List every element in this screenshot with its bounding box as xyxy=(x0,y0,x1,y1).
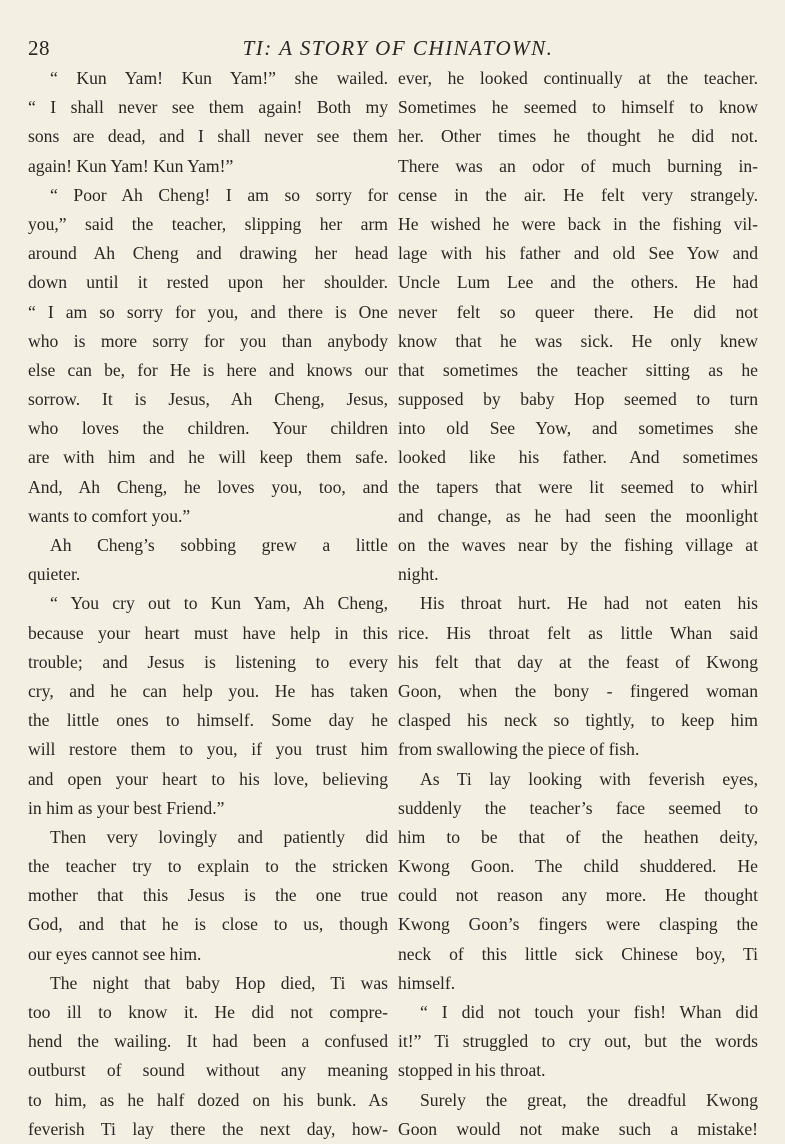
text-line: “ I am so sorry for you, and there is One xyxy=(28,301,388,322)
text-line: feverish Ti lay there the next day, how- xyxy=(28,1118,388,1139)
text-line: rice. His throat felt as little Whan said xyxy=(398,622,758,643)
text-line: As Ti lay looking with feverish eyes, xyxy=(420,768,758,789)
text-line: Uncle Lum Lee and the others. He had xyxy=(398,272,758,293)
text-line: himself. xyxy=(398,972,456,993)
text-line: never felt so queer there. He did not xyxy=(398,301,758,322)
text-line: Kwong Goon’s fingers were clasping the xyxy=(398,914,758,935)
text-line: else can be, for He is here and knows our xyxy=(28,359,388,380)
text-line: again! Kun Yam! Kun Yam!” xyxy=(28,155,234,176)
text-line: Then very lovingly and patiently did xyxy=(50,826,388,847)
text-line: clasped his neck so tightly, to keep him xyxy=(398,710,758,731)
text-line: the tapers that were lit seemed to whirl xyxy=(398,476,758,497)
text-line: supposed by baby Hop seemed to turn xyxy=(398,389,758,410)
text-line: mother that this Jesus is the one true xyxy=(28,885,388,906)
text-line: There was an odor of much burning in- xyxy=(398,155,758,176)
text-line: into old See Yow, and sometimes she xyxy=(398,418,758,439)
text-line: “ I did not touch your fish! Whan did xyxy=(420,1002,758,1022)
text-line: night. xyxy=(398,564,439,585)
text-line: her. Other times he thought he did not. xyxy=(398,126,758,147)
text-line: looked like his father. And sometimes xyxy=(398,447,758,468)
text-line: Surely the great, the dreadful Kwong xyxy=(420,1089,758,1110)
text-line: who loves the children. Your children xyxy=(28,418,388,439)
text-line: down until it rested upon her shoulder. xyxy=(28,272,388,293)
text-line: Ah Cheng’s sobbing grew a little xyxy=(50,535,388,555)
text-line: trouble; and Jesus is listening to every xyxy=(28,651,388,672)
text-line: Goon would not make such a mistake! xyxy=(398,1118,758,1139)
text-line: sons are dead, and I shall never see them xyxy=(28,126,388,147)
text-line: that sometimes the teacher sitting as he xyxy=(398,359,758,380)
text-line: will restore them to you, if you trust him xyxy=(28,739,388,760)
text-line: hend the wailing. It had been a confused xyxy=(28,1031,388,1052)
text-line: you,” said the teacher, slipping her arm xyxy=(28,213,388,234)
text-line: Goon, when the bony - fingered woman xyxy=(398,680,758,701)
text-line: and change, as he had seen the moonlight xyxy=(398,505,758,526)
text-line: quieter. xyxy=(28,564,81,585)
text-line: sorrow. It is Jesus, Ah Cheng, Jesus, xyxy=(28,389,388,410)
text-line: Sometimes he seemed to himself to know xyxy=(398,97,758,118)
text-line: He wished he were back in the fishing vil- xyxy=(398,213,758,234)
text-line: too ill to know it. He did not compre- xyxy=(28,1002,388,1022)
text-line: His throat hurt. He had not eaten his xyxy=(420,593,758,614)
text-line: the little ones to himself. Some day he xyxy=(28,710,388,731)
text-line: to him, as he half dozed on his bunk. As xyxy=(28,1089,388,1110)
text-line: him to be that of the heathen deity, xyxy=(398,826,758,847)
page-header xyxy=(28,36,768,66)
text-line: lage with his father and old See Yow and xyxy=(398,243,758,264)
page-number: 28 xyxy=(28,36,50,60)
text-line: neck of this little sick Chinese boy, Ti xyxy=(398,943,758,964)
text-line: And, Ah Cheng, he loves you, too, and xyxy=(28,476,388,497)
running-title: TI: A STORY OF CHINATOWN. xyxy=(242,36,554,60)
text-line: the teacher try to explain to the stricken xyxy=(28,856,388,877)
text-line: because your heart must have help in this xyxy=(28,622,388,643)
text-line: on the waves near by the fishing village at xyxy=(398,535,758,555)
text-line: “ I shall never see them again! Both my xyxy=(28,97,388,118)
text-line: “ Poor Ah Cheng! I am so sorry for xyxy=(50,184,388,205)
text-line: in him as your best Friend.” xyxy=(28,797,225,818)
text-line: stopped in his throat. xyxy=(398,1060,546,1081)
text-line: Kwong Goon. The child shuddered. He xyxy=(398,856,758,877)
text-line: “ Kun Yam! Kun Yam!” she wailed. xyxy=(50,68,388,88)
text-line: cry, and he can help you. He has taken xyxy=(28,680,388,701)
text-line: God, and that he is close to us, though xyxy=(28,914,388,935)
text-line: The night that baby Hop died, Ti was xyxy=(50,972,388,993)
right-text-column xyxy=(398,64,758,1144)
text-line: from swallowing the piece of fish. xyxy=(398,739,640,760)
text-line: our eyes cannot see him. xyxy=(28,943,202,964)
text-line: cense in the air. He felt very strangely. xyxy=(398,184,758,205)
text-line: around Ah Cheng and drawing her head xyxy=(28,243,388,264)
text-line: who is more sorry for you than anybody xyxy=(28,330,388,351)
text-line: are with him and he will keep them safe. xyxy=(28,447,388,468)
text-line: wants to comfort you.” xyxy=(28,505,191,526)
text-line: and open your heart to his love, believing xyxy=(28,768,388,789)
text-line: know that he was sick. He only knew xyxy=(398,330,758,351)
text-line: outburst of sound without any meaning xyxy=(28,1060,388,1081)
left-text-column xyxy=(28,64,388,1144)
text-line: ever, he looked continually at the teacher. xyxy=(398,68,758,88)
text-line: could not reason any more. He thought xyxy=(398,885,758,906)
text-line: suddenly the teacher’s face seemed to xyxy=(398,797,758,818)
text-line: it!” Ti struggled to cry out, but the words xyxy=(398,1031,758,1052)
text-line: his felt that day at the feast of Kwong xyxy=(398,651,758,672)
text-line: “ You cry out to Kun Yam, Ah Cheng, xyxy=(50,593,388,614)
